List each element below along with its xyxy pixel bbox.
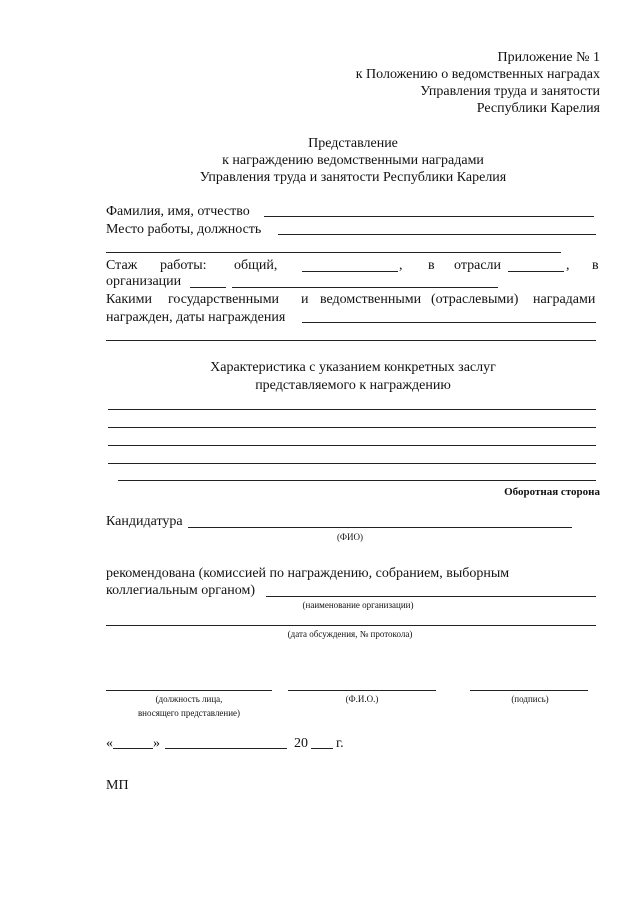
awards-field[interactable] (302, 322, 596, 323)
experience-total-field[interactable] (302, 271, 398, 272)
recommended-text-end: коллегиальным органом) (106, 583, 255, 598)
industry-label: отрасли (454, 258, 502, 273)
recommending-body-field[interactable] (266, 596, 596, 597)
awards-word: Какими (106, 292, 153, 307)
candidacy-field[interactable] (188, 527, 572, 528)
comma-separator: , (399, 258, 403, 273)
fio-label: Фамилия, имя, отчество (106, 204, 250, 219)
appendix-number: Приложение № 1 (497, 50, 600, 65)
discussion-date-caption: (дата обсуждения, № протокола) (287, 629, 413, 639)
fio-field[interactable] (264, 216, 594, 217)
awards-word: государственными (168, 292, 280, 307)
discussion-date-field[interactable] (106, 625, 596, 626)
date-year-field[interactable] (311, 748, 333, 749)
signatory-fio-caption: (Ф.И.О.) (345, 694, 379, 704)
preposition-in: в (428, 258, 435, 273)
organization-label: организации (106, 274, 182, 289)
characteristic-subheading: представляемого к награждению (255, 378, 451, 393)
experience-label-word: Стаж (106, 258, 138, 273)
organization-experience-field-extra[interactable] (232, 287, 498, 288)
awards-word: (отраслевыми) (431, 292, 519, 307)
appendix-region: Республики Карелия (476, 101, 600, 116)
signatory-fio-field[interactable] (288, 690, 436, 691)
organization-experience-field[interactable] (190, 287, 226, 288)
awards-word: и (301, 292, 309, 307)
awards-dates-label: награжден, даты награждения (106, 310, 286, 325)
workplace-field-continued[interactable] (106, 252, 561, 253)
workplace-field[interactable] (278, 234, 596, 235)
characteristic-line[interactable] (108, 445, 596, 446)
characteristic-line[interactable] (108, 409, 596, 410)
date-month-field[interactable] (165, 748, 287, 749)
document-subtitle: к награждению ведомственными наградами (222, 153, 484, 168)
organization-name-caption: (наименование организации) (302, 600, 414, 610)
reverse-side-label: Оборотная сторона (504, 486, 600, 498)
characteristic-line[interactable] (118, 480, 596, 481)
position-caption-continued: вносящего представление) (137, 708, 241, 718)
awards-field-continued[interactable] (106, 340, 596, 341)
date-year-suffix: г. (336, 736, 344, 751)
comma-separator: , (566, 258, 570, 273)
date-open-quote: « (106, 736, 113, 751)
document-title: Представление (308, 136, 398, 151)
awards-word: наградами (533, 292, 596, 307)
date-year-prefix: 20 (294, 736, 308, 751)
workplace-label: Место работы, должность (106, 222, 262, 237)
fio-caption: (ФИО) (336, 532, 364, 542)
experience-total-label: общий, (234, 258, 278, 273)
date-day-field[interactable] (113, 748, 153, 749)
characteristic-line[interactable] (108, 463, 596, 464)
date-close-quote: » (153, 736, 160, 751)
stamp-place-label: МП (106, 778, 129, 793)
industry-experience-field[interactable] (508, 271, 564, 272)
signature-field[interactable] (470, 690, 588, 691)
characteristic-heading: Характеристика с указанием конкретных заслуг (210, 360, 496, 375)
recommended-text: рекомендована (комиссией по награждению, собранием, выборным (106, 566, 510, 581)
document-subtitle-org: Управления труда и занятости Республики Карелия (199, 170, 507, 185)
characteristic-line[interactable] (108, 427, 596, 428)
position-field[interactable] (106, 690, 272, 691)
signature-caption: (подпись) (511, 694, 549, 704)
candidacy-label: Кандидатура (106, 514, 183, 529)
preposition-in: в (592, 258, 599, 273)
appendix-reference: к Положению о ведомственных наградах (355, 67, 600, 82)
experience-label-work: работы: (160, 258, 207, 273)
appendix-organization: Управления труда и занятости (420, 84, 600, 99)
awards-word: ведомственными (320, 292, 422, 307)
position-caption: (должность лица, (155, 694, 223, 704)
